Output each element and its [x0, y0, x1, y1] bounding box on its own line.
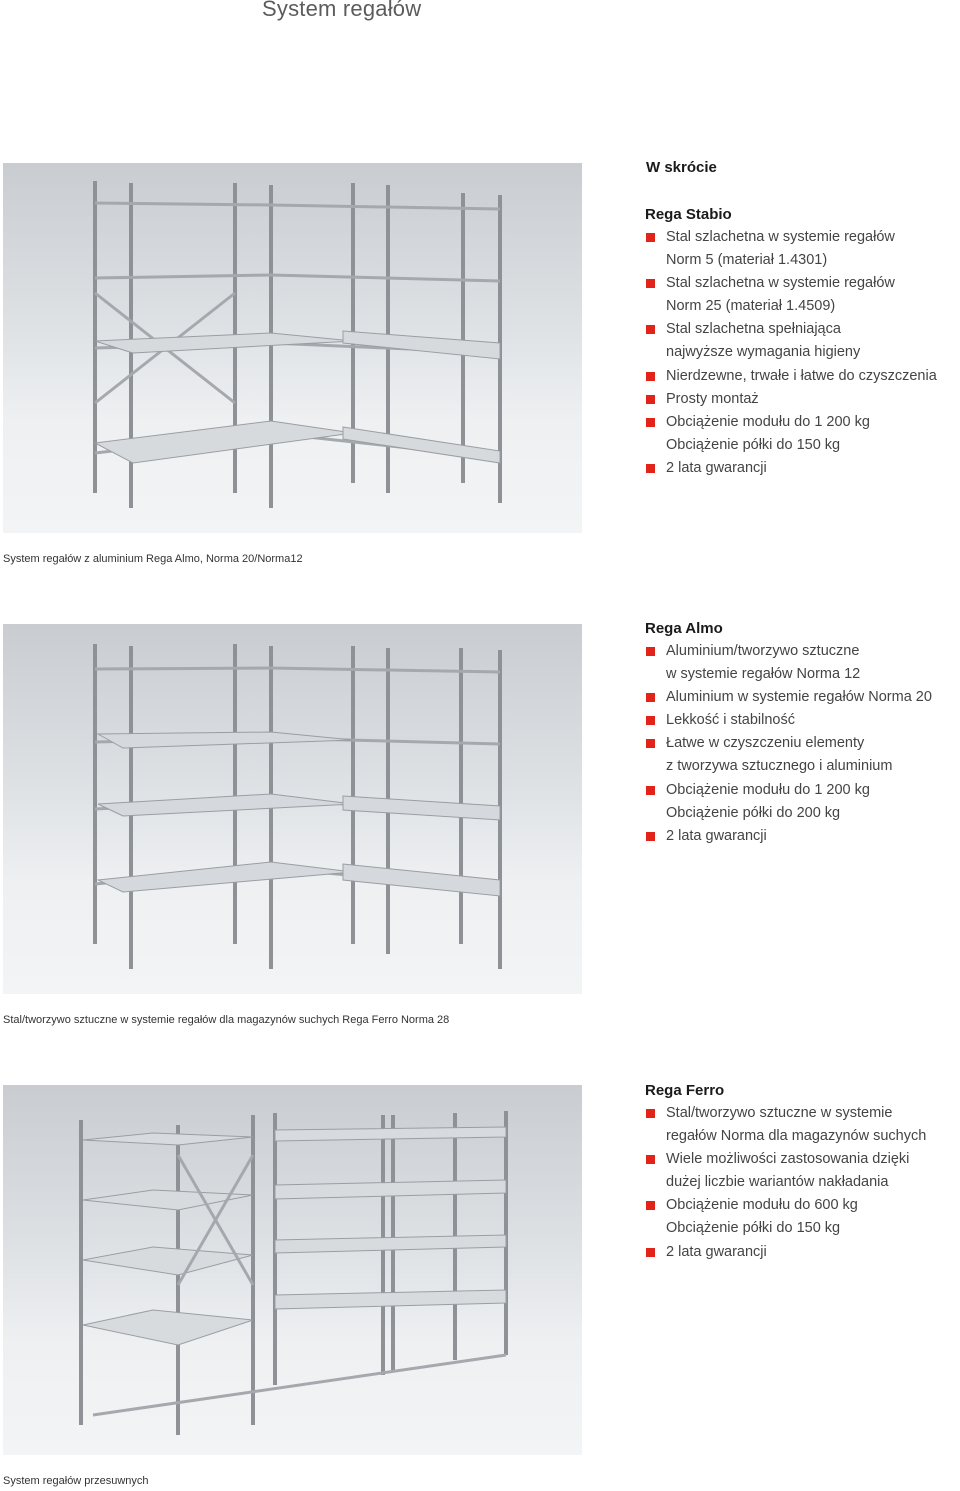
feature-item: Obciążenie modułu do 1 200 kg Obciążenie półki do 200 kg	[645, 779, 960, 825]
shelving-photo-ferro	[3, 1085, 582, 1455]
product-title: Rega Almo	[645, 620, 723, 637]
page-title: System regałów	[262, 0, 422, 21]
product-title: Rega Stabio	[645, 206, 732, 223]
product-almo	[645, 617, 960, 848]
caption-almo: Stal/tworzywo sztuczne w systemie regałów dla magazynów suchych Rega Ferro Norma 28	[3, 1014, 450, 1026]
feature-item: Obciążenie modułu do 1 200 kg Obciążenie półki do 150 kg	[645, 411, 960, 457]
feature-item: Stal szlachetna w systemie regałów Norm 25 (materiał 1.4509)	[645, 272, 960, 318]
feature-item: Prosty montaż	[645, 388, 960, 411]
summary-heading: W skrócie	[646, 159, 717, 176]
feature-item: 2 lata gwarancji	[645, 825, 960, 848]
shelving-photo-almo	[3, 624, 582, 994]
feature-item: Wiele możliwości zastosowania dzięki dużej liczbie wariantów nakładania	[645, 1148, 960, 1194]
feature-item: Aluminium/tworzywo sztuczne w systemie regałów Norma 12	[645, 640, 960, 686]
shelving-photo-stabio	[3, 163, 582, 533]
feature-item: Aluminium w systemie regałów Norma 20	[645, 686, 960, 709]
feature-item: Nierdzewne, trwałe i łatwe do czyszczenia	[645, 365, 960, 388]
shelving-illustration-almo	[3, 624, 582, 994]
shelving-illustration-stabio	[3, 163, 582, 533]
feature-list	[645, 1102, 960, 1264]
caption-stabio: System regałów z aluminium Rega Almo, Norma 20/Norma12	[3, 553, 303, 565]
product-title: Rega Ferro	[645, 1082, 725, 1099]
feature-list	[645, 640, 960, 848]
product-stabio	[645, 203, 960, 480]
shelving-illustration-ferro	[3, 1085, 582, 1455]
product-ferro	[645, 1079, 960, 1264]
feature-item: Stal/tworzywo sztuczne w systemie regałów Norma dla magazynów suchych	[645, 1102, 960, 1148]
feature-item: Lekkość i stabilność	[645, 709, 960, 732]
feature-item: Stal szlachetna w systemie regałów Norm 5 (materiał 1.4301)	[645, 226, 960, 272]
feature-item: Łatwe w czyszczeniu elementy z tworzywa sztucznego i aluminium	[645, 732, 960, 778]
feature-item: 2 lata gwarancji	[645, 457, 960, 480]
feature-list	[645, 226, 960, 480]
caption-ferro: System regałów przesuwnych	[3, 1475, 149, 1487]
feature-item: Stal szlachetna spełniająca najwyższe wymagania higieny	[645, 318, 960, 364]
feature-item: 2 lata gwarancji	[645, 1241, 960, 1264]
feature-item: Obciążenie modułu do 600 kg Obciążenie półki do 150 kg	[645, 1194, 960, 1240]
